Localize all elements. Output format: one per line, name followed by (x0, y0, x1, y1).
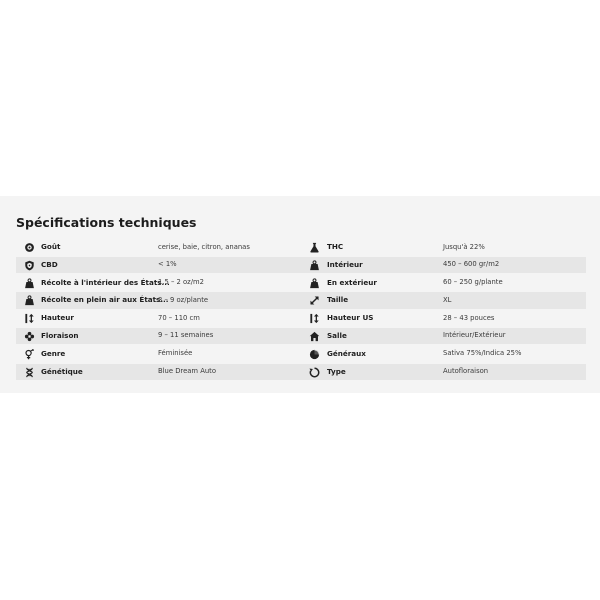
height-icon (24, 313, 35, 324)
dna-icon (24, 367, 35, 378)
spec-cell-right (301, 346, 586, 363)
spec-label: THC (327, 242, 344, 251)
spec-cell-left (16, 346, 301, 363)
weight-icon (24, 295, 35, 306)
spec-label: Goût (41, 242, 61, 251)
spec-value: Autofloraison (443, 367, 489, 376)
spec-value: XL (443, 295, 452, 304)
spec-label: Hauteur (41, 313, 74, 323)
spec-value: 3 – 9 oz/plante (158, 295, 209, 304)
resize-icon (309, 295, 320, 306)
spec-value: Féminisée (158, 349, 193, 358)
spec-label: Floraison (41, 330, 79, 340)
spec-value: 70 – 110 cm (158, 313, 200, 322)
spec-value: 450 – 600 gr/m2 (443, 260, 500, 269)
spec-label: CBD (41, 259, 58, 269)
spec-row (16, 275, 586, 293)
spec-cell-left (16, 328, 301, 345)
spec-value: Intérieur/Extérieur (443, 331, 506, 340)
spec-cell-left (16, 364, 301, 381)
height-icon (309, 313, 320, 324)
spec-cell-left (16, 257, 301, 274)
spec-label: Genre (41, 348, 66, 358)
section-title: Spécifications techniques (16, 215, 197, 230)
spec-row (16, 310, 586, 328)
spec-label: Récolte en plein air aux États... (41, 295, 169, 305)
spec-value: Blue Dream Auto (158, 367, 216, 376)
spec-cell-right (301, 328, 586, 345)
spec-label: Salle (327, 330, 347, 340)
spec-cell-left (16, 239, 301, 256)
spec-value: Sativa 75%/Indica 25% (443, 349, 522, 358)
spec-value: 28 – 43 pouces (443, 313, 495, 322)
shield-icon (24, 260, 35, 271)
spec-label: Intérieur (327, 259, 363, 269)
spec-row (16, 292, 586, 310)
spec-label: Généraux (327, 348, 366, 358)
spec-cell-left (16, 310, 301, 327)
home-icon (309, 331, 320, 342)
flask-icon (309, 242, 320, 253)
spec-value: cerise, baie, citron, ananas (158, 242, 250, 251)
specs-table (16, 239, 586, 381)
spec-label: Hauteur US (327, 313, 374, 323)
spec-row (16, 257, 586, 275)
gender-icon (24, 349, 35, 360)
spec-row (16, 364, 586, 382)
spec-label: Récolte à l'intérieur des États... (41, 277, 170, 287)
spec-row (16, 346, 586, 364)
spec-value: Jusqu'à 22% (443, 242, 485, 251)
spec-value: 1.5 – 2 oz/m2 (158, 278, 204, 287)
cycle-icon (309, 367, 320, 378)
pie-chart-icon (309, 349, 320, 360)
spec-label: Taille (327, 295, 349, 305)
spec-row (16, 328, 586, 346)
tech-specs-panel (0, 196, 600, 393)
spec-label: Génétique (41, 366, 83, 376)
weight-icon (309, 260, 320, 271)
flavor-icon (24, 242, 35, 253)
spec-label: Type (327, 366, 346, 376)
spec-value: 60 – 250 g/plante (443, 278, 503, 287)
spec-row (16, 239, 586, 257)
spec-cell-left (16, 292, 301, 309)
spec-cell-left (16, 275, 301, 292)
spec-value: < 1% (158, 260, 177, 269)
spec-cell-right (301, 292, 586, 309)
spec-cell-right (301, 275, 586, 292)
weight-icon (309, 278, 320, 289)
flower-icon (24, 331, 35, 342)
spec-cell-right (301, 310, 586, 327)
weight-icon (24, 278, 35, 289)
spec-cell-right (301, 257, 586, 274)
spec-value: 9 – 11 semaines (158, 331, 214, 340)
spec-label: En extérieur (327, 277, 377, 287)
spec-cell-right (301, 364, 586, 381)
spec-cell-right (301, 239, 586, 256)
